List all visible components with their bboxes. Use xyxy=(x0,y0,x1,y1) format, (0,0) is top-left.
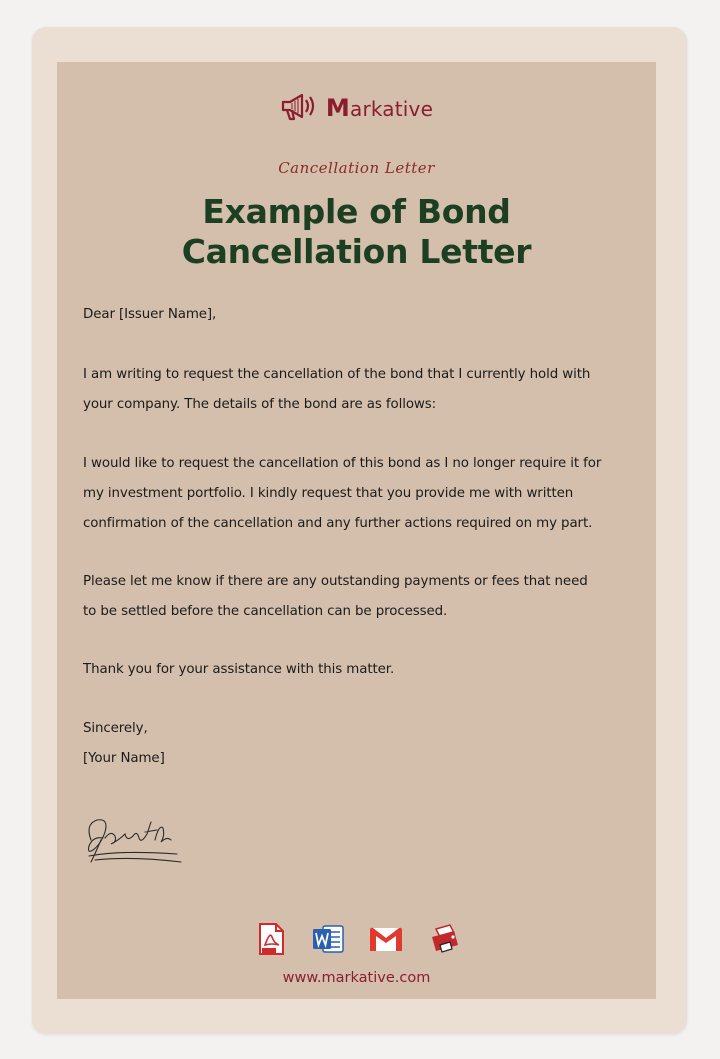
closing-text: Sincerely, xyxy=(83,721,148,736)
letter-greeting: Dear [Issuer Name], xyxy=(83,307,217,322)
website-link[interactable]: www.markative.com xyxy=(282,970,431,986)
word-icon[interactable] xyxy=(310,921,346,957)
sender-name: [Your Name] xyxy=(83,751,165,766)
document-subtitle: Cancellation Letter xyxy=(278,159,435,177)
letter-paragraph-2: I would like to request the cancellation of this bond as I no longer require it for my investment portfolio. I kindly request that you provide me with written confirmation of the cancellation and any further actions required on my part. xyxy=(83,456,602,531)
letter-paragraph-3: Please let me know if there are any outstanding payments or fees that need to be settled before the cancellation can be processed. xyxy=(83,574,588,619)
brand-logo xyxy=(57,84,656,132)
letter-paragraph-4: Thank you for your assistance with this matter. xyxy=(83,662,395,677)
letter-closing xyxy=(83,714,643,774)
brand-name: Markative xyxy=(325,94,434,122)
gmail-icon[interactable] xyxy=(368,921,404,957)
page-title xyxy=(57,192,656,272)
pdf-icon[interactable] xyxy=(252,921,288,957)
letter-sheet xyxy=(57,62,656,999)
title-line-1: Example of Bond xyxy=(202,192,511,231)
signature-image xyxy=(81,810,191,872)
title-line-2: Cancellation Letter xyxy=(181,232,532,271)
print-icon[interactable] xyxy=(426,921,462,957)
letter-paragraph-1: I am writing to request the cancellation of the bond that I currently hold with your company. The details of the bond are as follows: xyxy=(83,367,591,412)
megaphone-icon xyxy=(280,89,320,127)
share-icons xyxy=(57,920,656,958)
